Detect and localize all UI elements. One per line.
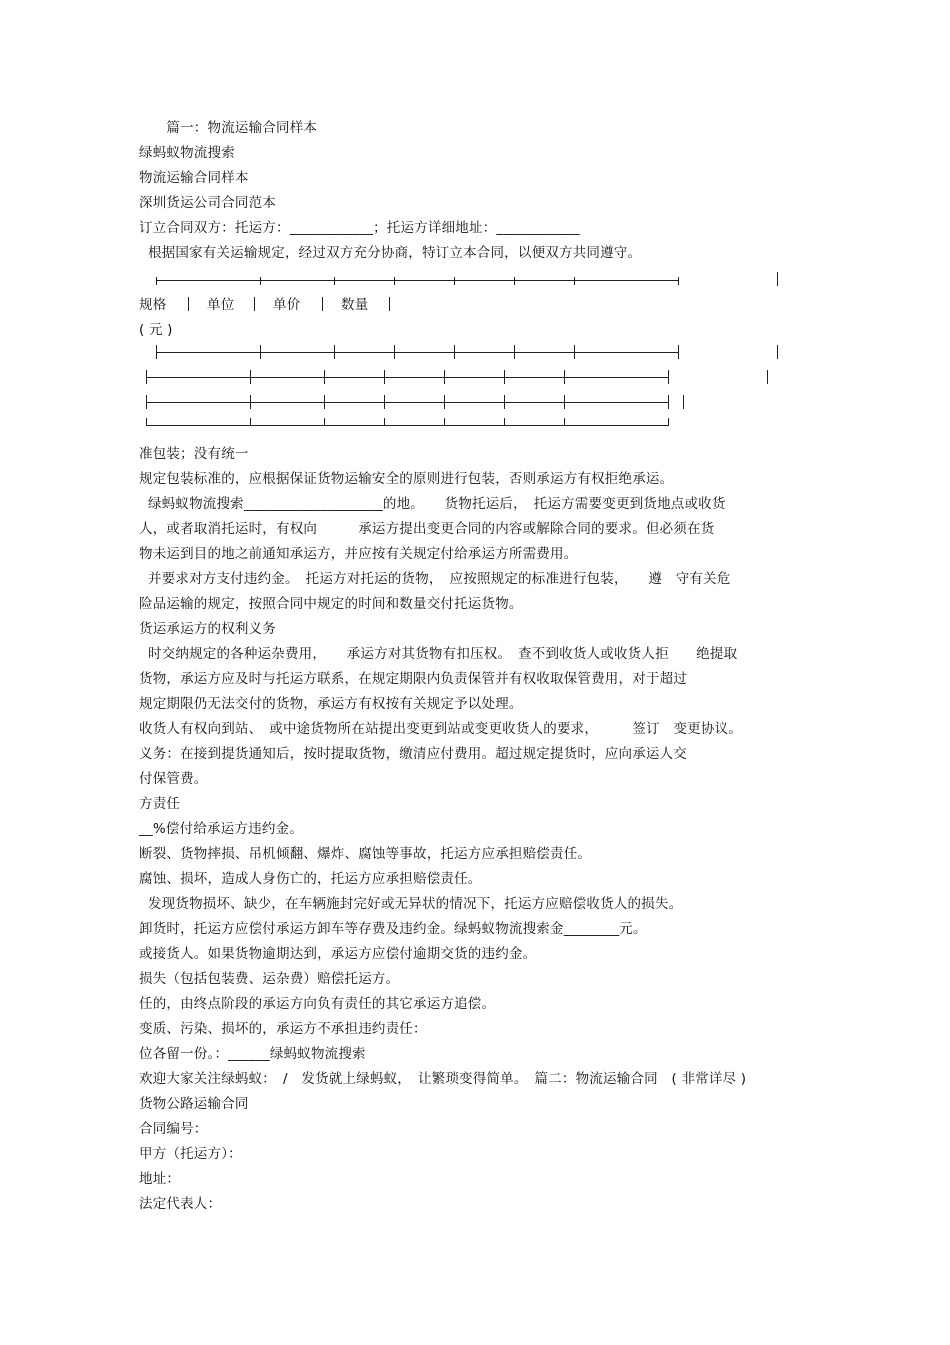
table-header-quantity: 数量 (341, 297, 369, 313)
body-line: 险品运输的规定，按照合同中规定的时间和数量交付托运货物。 (139, 596, 523, 612)
table-tick (454, 345, 455, 359)
table-tick (334, 277, 335, 285)
table-tick (444, 370, 445, 384)
body-line: 卸货时，托运方应偿付承运方卸车等存费及违约金。绿蚂蚁物流搜索金________元。 (139, 921, 647, 937)
table-tick (146, 418, 147, 426)
table-tick (668, 370, 669, 384)
body-line: 规定期限仍无法交付的货物，承运方有权按有关规定予以处理。 (139, 696, 523, 712)
table-tick (668, 395, 669, 409)
table-separator (254, 297, 255, 311)
table-header-unit: 单位 (207, 297, 235, 313)
body-line: 并要求对方支付违约金。 托运方对托运的货物， 应按照规定的标准进行包装， 遵 守有关危 (139, 571, 731, 587)
table-separator (322, 297, 323, 311)
table-tick (146, 395, 147, 409)
table-tick (384, 418, 385, 426)
doc-line: 深圳货运公司合同范本 (139, 195, 276, 211)
table-tick (444, 395, 445, 409)
table-tick (777, 272, 778, 286)
table-tick (250, 418, 251, 426)
table-tick (260, 277, 261, 285)
body-line: 位各留一份。：______绿蚂蚁物流搜索 (139, 1046, 366, 1062)
table-tick (260, 345, 261, 359)
body-line: 绿蚂蚁物流搜索____________________的地。 货物托运后， 托运方需要变更到货地点或收货 (139, 496, 726, 512)
table-separator (188, 297, 189, 311)
body-line: 义务：在接到提货通知后，按时提取货物，缴清应付费用。超过规定提货时，应向承运人交 (139, 746, 687, 762)
table-tick (504, 370, 505, 384)
table-tick (564, 395, 565, 409)
table-unit-note: ( 元 ) (139, 322, 173, 338)
table-tick (394, 345, 395, 359)
body-line: 变质、污染、损坏的，承运方不承担违约责任： (139, 1021, 427, 1037)
table-row-border (146, 377, 668, 378)
table-row-border (156, 352, 678, 353)
table-top-border (156, 280, 678, 281)
table-tick (668, 418, 669, 426)
body-line: 收货人有权向到站、 或中途货物所在站提出变更到站或变更收货人的要求， 签订 变更协议。 (139, 721, 742, 737)
table-tick (250, 395, 251, 409)
body-heading: 货运承运方的权利义务 (139, 621, 276, 637)
table-tick (334, 345, 335, 359)
table-tick (454, 277, 455, 285)
table-header-spec: 规格 (139, 297, 167, 313)
body-line: 货物，承运方应及时与托运方联系，在规定期限内负责保管并有权收取保管费用，对于超过 (139, 671, 687, 687)
body-line: 规定包装标准的，应根据保证货物运输安全的原则进行包装，否则承运方有权拒绝承运。 (139, 471, 674, 487)
table-tick (444, 418, 445, 426)
body-line: 时交纳规定的各种运杂费用， 承运方对其货物有扣压权。 查不到收货人或收货人拒 绝提取 (139, 646, 738, 662)
legal-rep-label: 法定代表人： (139, 1196, 222, 1212)
table-separator (389, 297, 390, 311)
table-tick (514, 277, 515, 285)
party-a-label: 甲方（托运方）： (139, 1146, 242, 1162)
body-line: 断裂、货物摔损、吊机倾翻、爆炸、腐蚀等事故，托运方应承担赔偿责任。 (139, 846, 592, 862)
table-tick (574, 345, 575, 359)
table-tick (564, 370, 565, 384)
table-header-price: 单价 (273, 297, 301, 313)
table-tick (504, 395, 505, 409)
table-tick (678, 277, 679, 285)
table-row-border (146, 402, 668, 403)
table-tick (384, 395, 385, 409)
table-tick (394, 277, 395, 285)
table-tick (514, 345, 515, 359)
body-line: 物未运到目的地之前通知承运方，并应按有关规定付给承运方所需费用。 (139, 546, 578, 562)
body-line: 损失（包括包装费、运杂费）赔偿托运方。 (139, 971, 400, 987)
table-tick (384, 370, 385, 384)
table-tick (156, 277, 157, 285)
table-tick (504, 418, 505, 426)
table-tick (777, 345, 778, 359)
doc-line: 订立合同双方：托运方：____________；托运方详细地址：____________ (139, 220, 580, 236)
table-tick (767, 370, 768, 384)
body-line: 腐蚀、损坏，造成人身伤亡的，托运方应承担赔偿责任。 (139, 871, 482, 887)
table-bottom-border (146, 425, 668, 426)
body-heading: 方责任 (139, 796, 181, 812)
body-line: 付保管费。 (139, 771, 208, 787)
contract-number-label: 合同编号： (139, 1121, 208, 1137)
table-tick (250, 370, 251, 384)
table-tick (574, 277, 575, 285)
body-line: 任的，由终点阶段的承运方向负有责任的其它承运方追偿。 (139, 996, 496, 1012)
address-label: 地址： (139, 1171, 181, 1187)
table-tick (146, 370, 147, 384)
doc-line: 根据国家有关运输规定，经过双方充分协商，特订立本合同，以便双方共同遵守。 (139, 245, 642, 261)
doc-title-line: 篇一：物流运输合同样本 (139, 120, 318, 136)
doc-line: 物流运输合同样本 (139, 170, 249, 186)
table-tick (324, 418, 325, 426)
body-line: 准包装；没有统一 (139, 446, 249, 462)
body-line: 欢迎大家关注绿蚂蚁： / 发货就上绿蚂蚁， 让繁琐变得简单。 篇二：物流运输合同 ( 非常详尽 ) (139, 1071, 747, 1087)
body-line: 发现货物损坏、缺少，在车辆施封完好或无异状的情况下，托运方应赔偿收货人的损失。 (139, 896, 683, 912)
body-line: 或接货人。如果货物逾期达到，承运方应偿付逾期交货的违约金。 (139, 946, 537, 962)
contract-title: 货物公路运输合同 (139, 1096, 249, 1112)
table-tick (324, 370, 325, 384)
body-line: 人，或者取消托运时，有权向 承运方提出变更合同的内容或解除合同的要求。但必须在货 (139, 521, 715, 537)
table-tick (683, 395, 684, 409)
doc-line: 绿蚂蚁物流搜索 (139, 145, 235, 161)
table-tick (156, 345, 157, 359)
body-line: __%偿付给承运方违约金。 (139, 821, 303, 837)
table-tick (324, 395, 325, 409)
table-tick (564, 418, 565, 426)
table-tick (678, 345, 679, 359)
